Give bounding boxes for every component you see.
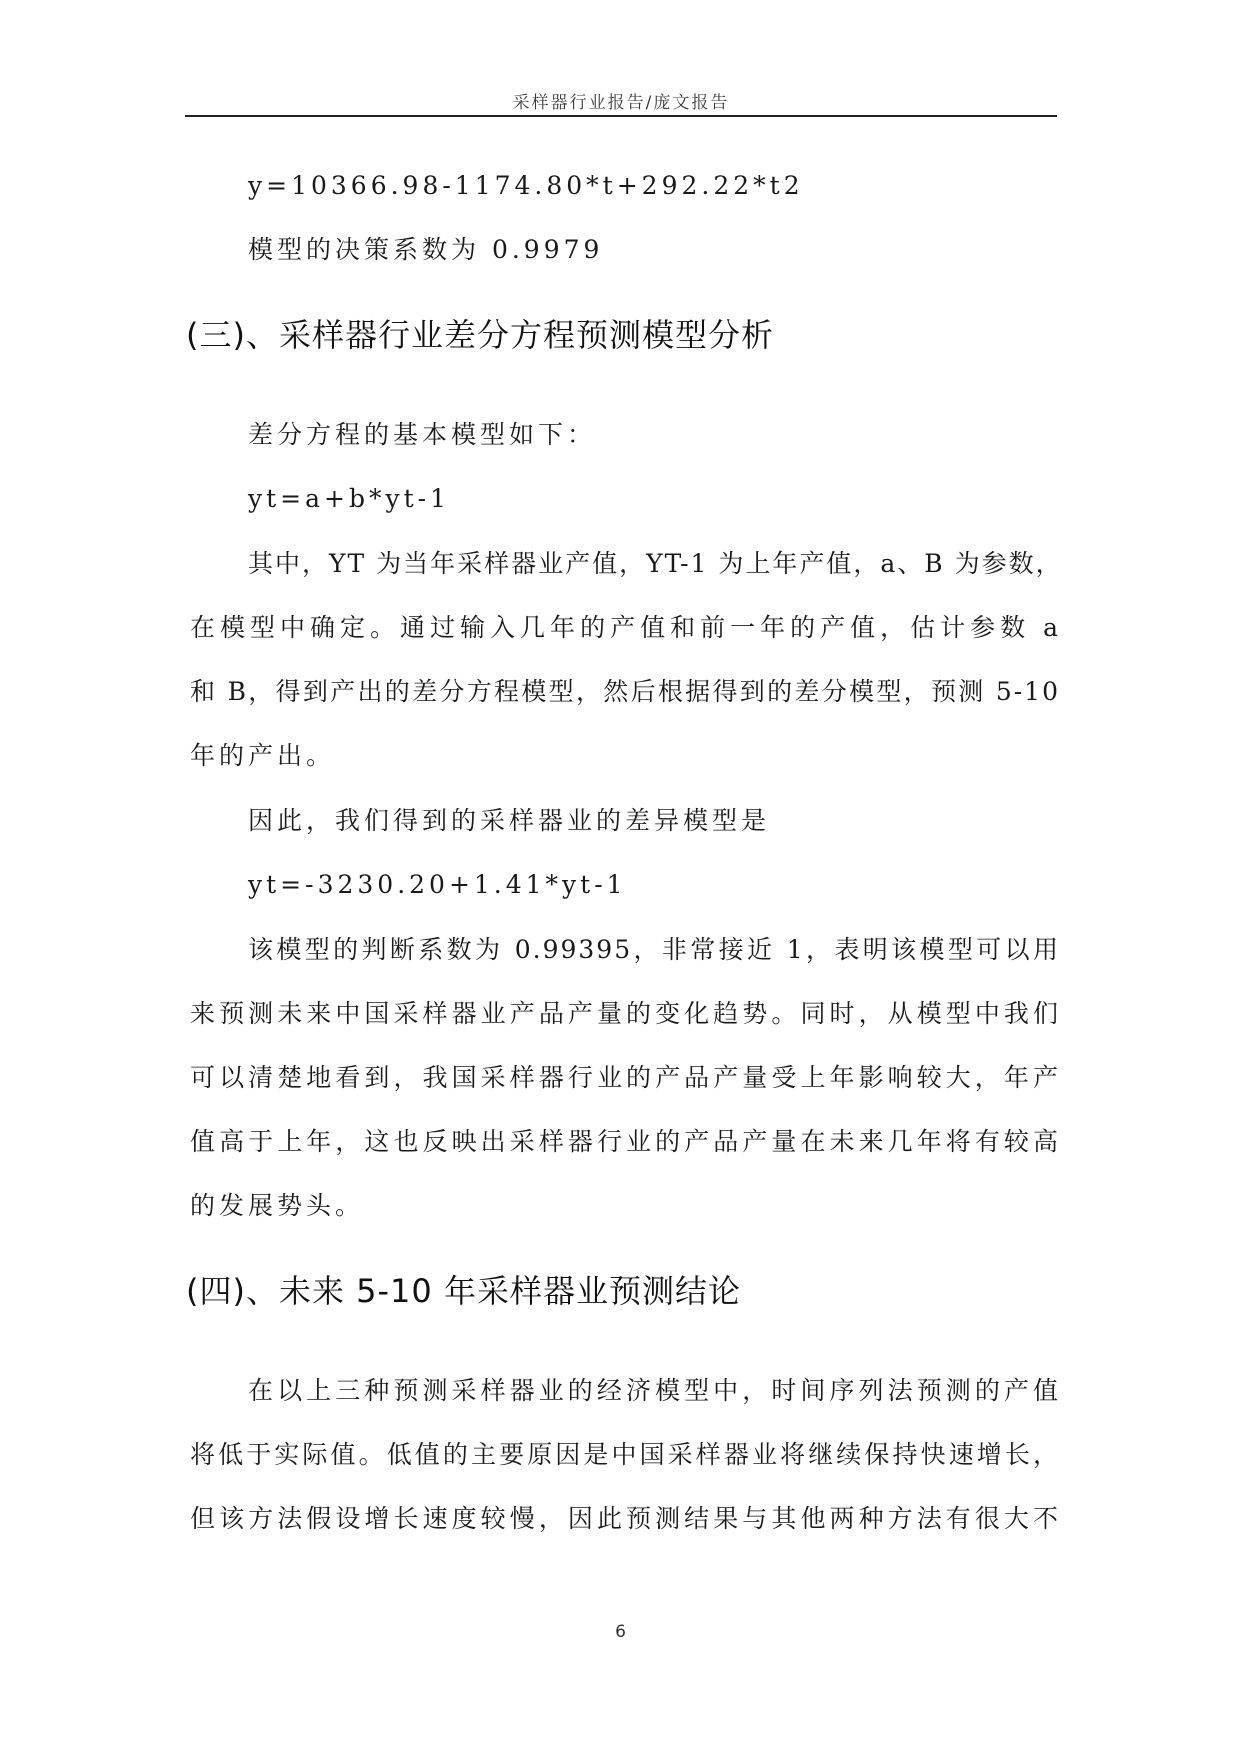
difference-result-intro: 因此，我们得到的采样器业的差异模型是 [248,806,771,835]
paragraph-line: 值高于上年，这也反映出采样器行业的产品产量在未来几年将有较高 [190,1127,1060,1156]
page-number: 6 [615,1622,626,1642]
section-heading-forecast-conclusion: (四)、未来 5-10 年采样器业预测结论 [186,1272,741,1310]
paragraph-line: 可以清楚地看到，我国采样器行业的产品产量受上年影响较大，年产 [190,1063,1060,1092]
difference-model-intro: 差分方程的基本模型如下： [248,420,597,449]
paragraph-line: 在以上三种预测采样器业的经济模型中，时间序列法预测的产值 [248,1376,1060,1405]
header-rule [185,115,1057,117]
regression-coefficient: 模型的决策系数为 0.9979 [248,235,604,264]
difference-result-equation: yt=-3230.20+1.41*yt-1 [248,870,627,899]
paragraph-line: 年的产出。 [190,741,336,770]
paragraph-line: 其中，YT 为当年采样器业产值，YT-1 为上年产值，a、B 为参数， [248,549,1063,578]
difference-base-equation: yt=a+b*yt-1 [248,484,450,513]
paragraph-line: 在模型中确定。通过输入几年的产值和前一年的产值，估计参数 a [190,613,1060,642]
paragraph-line: 将低于实际值。低值的主要原因是中国采样器业将继续保持快速增长， [190,1440,1060,1469]
running-header: 采样器行业报告/庞文报告 [512,93,730,113]
paragraph-line: 该模型的判断系数为 0.99395，非常接近 1，表明该模型可以用 [248,935,1060,964]
section-heading-difference-model: (三)、采样器行业差分方程预测模型分析 [186,316,774,354]
paragraph-line: 的发展势头。 [190,1191,365,1220]
paragraph-line: 来预测未来中国采样器业产品产量的变化趋势。同时，从模型中我们 [190,999,1060,1028]
paragraph-line: 但该方法假设增长速度较慢，因此预测结果与其他两种方法有很大不 [190,1504,1060,1533]
regression-equation: y=10366.98-1174.80*t+292.22*t2 [248,171,804,200]
paragraph-line: 和 B，得到产出的差分方程模型，然后根据得到的差分模型，预测 5-10 [190,677,1060,706]
